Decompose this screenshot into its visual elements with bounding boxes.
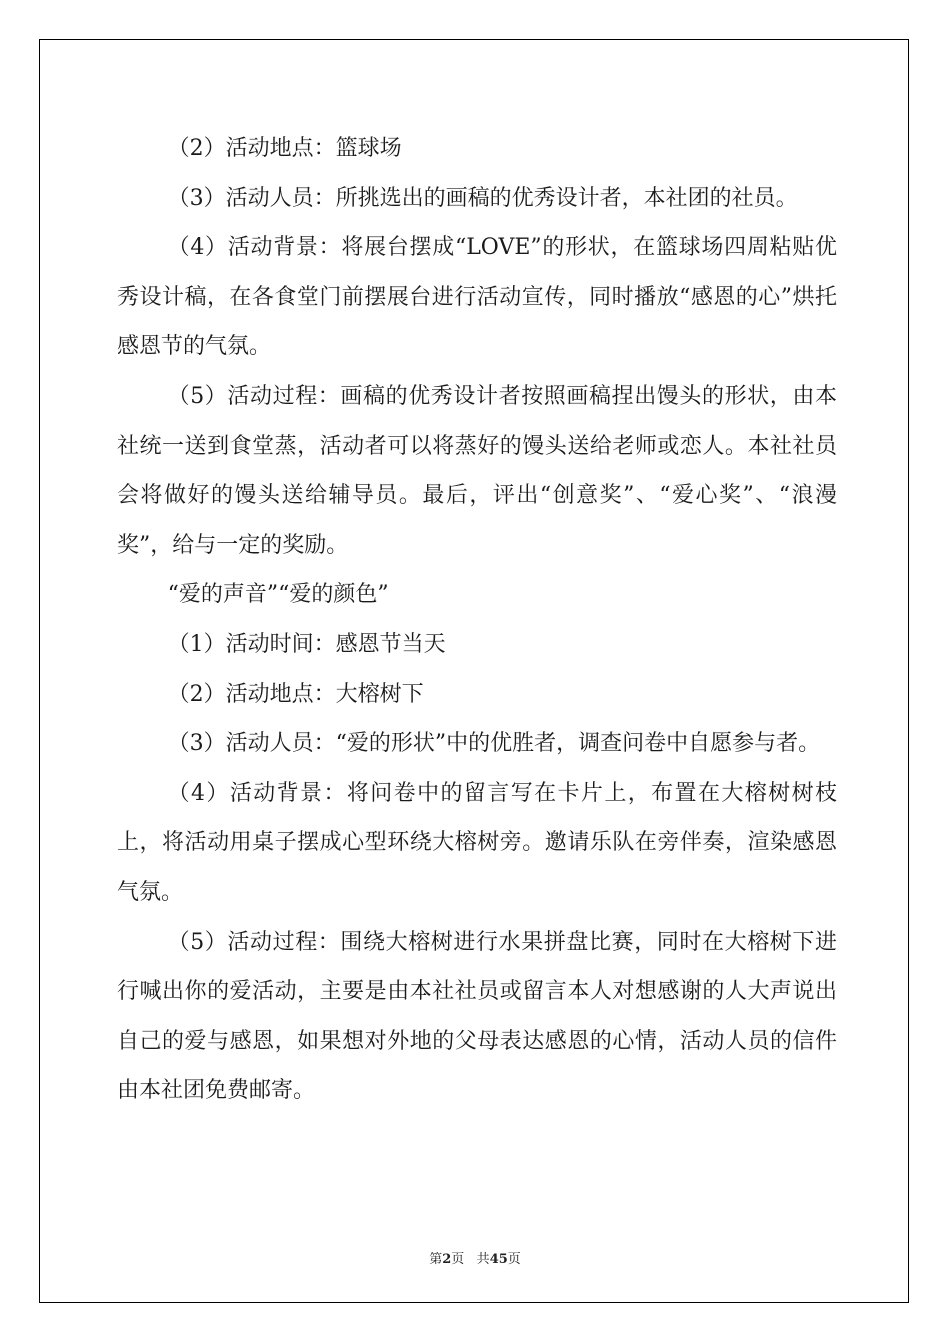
footer-page-prefix: 第 [429, 1252, 443, 1267]
footer-page-number: 2 [442, 1252, 452, 1267]
footer-total-pages: 45 [489, 1252, 508, 1267]
footer-total-prefix: 共 [476, 1252, 490, 1267]
paragraph-process: （5）活动过程：画稿的优秀设计者按照画稿捏出馒头的形状，由本社统一送到食堂蒸，活动者可以将蒸好的馒头送给老师或恋人。本社社员会将做好的馒头送给辅导员。最后，评出“创意奖”、“爱心奖”、“浪漫奖”，给与一定的奖励。 [117, 383, 837, 558]
paragraph-location: （2）活动地点：篮球场 [167, 136, 402, 161]
paragraph-background-2: （4）活动背景：将问卷中的留言写在卡片上，布置在大榕树树枝上，将活动用桌子摆成心型环绕大榕树旁。邀请乐队在旁伴奏，渲染感恩气氛。 [117, 780, 837, 905]
document-body [117, 124, 837, 1116]
section-heading: “爱的声音”“爱的颜色” [167, 582, 389, 608]
paragraph-background: （4）活动背景：将展台摆成“LOVE”的形状，在篮球场四周粘贴优秀设计稿，在各食堂门前摆展台进行活动宣传，同时播放“感恩的心”烘托感恩节的气氛。 [117, 235, 837, 360]
paragraph-participants: （3）活动人员：所挑选出的画稿的优秀设计者，本社团的社员。 [167, 185, 798, 211]
footer-total-suffix: 页 [507, 1252, 521, 1267]
page-footer [0, 1248, 950, 1267]
paragraph-location-2: （2）活动地点：大榕树下 [167, 681, 424, 707]
paragraph-process-2: （5）活动过程：围绕大榕树进行水果拼盘比赛，同时在大榕树下进行喊出你的爱活动，主要是由本社社员或留言本人对想感谢的人大声说出自己的爱与感恩，如果想对外地的父母表达感恩的心情，活动人员的信件由本社团免费邮寄。 [117, 929, 837, 1104]
paragraph-participants-2: （3）活动人员：“爱的形状”中的优胜者，调查问卷中自愿参与者。 [167, 731, 821, 757]
paragraph-time: （1）活动时间：感恩节当天 [167, 631, 446, 657]
footer-page-suffix: 页 [451, 1252, 465, 1267]
